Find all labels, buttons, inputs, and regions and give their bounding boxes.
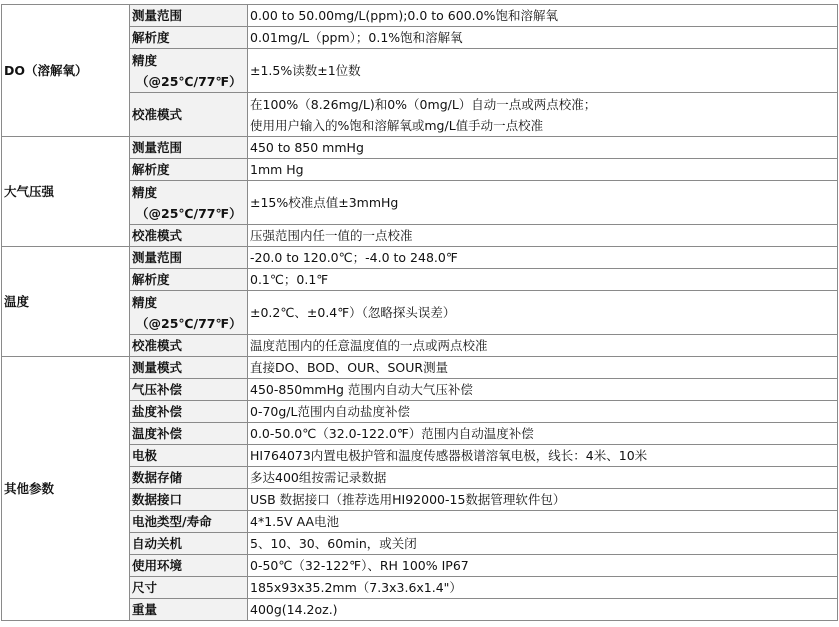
category-cell: 温度 (2, 247, 130, 357)
value-line: 在100%（8.26mg/L)和0%（0mg/L）自动一点或两点校准； (250, 96, 597, 112)
param-cell (130, 181, 248, 225)
param-label: 精度 (132, 52, 158, 68)
category-cell: 其他参数 (2, 357, 130, 621)
table-row (2, 137, 838, 159)
value-cell: 压强范围内任一值的一点校准 (248, 225, 838, 247)
param-cell: 测量范围 (130, 137, 248, 159)
category-cell: 大气压强 (2, 137, 130, 247)
param-label: 精度 (132, 294, 158, 310)
param-cell: 电极 (130, 445, 248, 467)
value-cell: 5、10、30、60min，或关闭 (248, 533, 838, 555)
value-cell: 0-50℃（32-122℉）、RH 100% IP67 (248, 555, 838, 577)
value-cell: 0.01mg/L（ppm）；0.1%饱和溶解氧 (248, 27, 838, 49)
param-cell: 温度补偿 (130, 423, 248, 445)
param-cell: 自动关机 (130, 533, 248, 555)
param-cell: 数据存储 (130, 467, 248, 489)
value-cell: 0.1℃；0.1℉ (248, 269, 838, 291)
param-cell: 使用环境 (130, 555, 248, 577)
table-row (2, 357, 838, 379)
param-cell: 气压补偿 (130, 379, 248, 401)
param-cell: 测量模式 (130, 357, 248, 379)
param-cell: 重量 (130, 599, 248, 621)
param-cell: 尺寸 (130, 577, 248, 599)
value-cell: 450-850mmHg 范围内自动大气压补偿 (248, 379, 838, 401)
param-cell (130, 49, 248, 93)
param-cell: 解析度 (130, 27, 248, 49)
param-cell: 盐度补偿 (130, 401, 248, 423)
value-cell: 多达400组按需记录数据 (248, 467, 838, 489)
param-cell: 校准模式 (130, 93, 248, 137)
category-cell: DO（溶解氧） (2, 5, 130, 137)
value-cell: 温度范围内的任意温度值的一点或两点校准 (248, 335, 838, 357)
param-cell: 解析度 (130, 159, 248, 181)
table-row (2, 247, 838, 269)
value-cell: 4*1.5V AA电池 (248, 511, 838, 533)
value-cell: 1mm Hg (248, 159, 838, 181)
value-cell: -20.0 to 120.0℃；-4.0 to 248.0℉ (248, 247, 838, 269)
value-cell: ±15%校准点值±3mmHg (248, 181, 838, 225)
value-cell (248, 93, 838, 137)
spec-table (1, 4, 838, 621)
value-cell: 0.0-50.0℃（32.0-122.0℉）范围内自动温度补偿 (248, 423, 838, 445)
param-condition: （@25℃/77℉） (136, 205, 242, 221)
value-cell: 0.00 to 50.00mg/L(ppm);0.0 to 600.0%饱和溶解氧 (248, 5, 838, 27)
param-cell: 电池类型/寿命 (130, 511, 248, 533)
param-cell: 测量范围 (130, 247, 248, 269)
param-label: 精度 (132, 184, 158, 200)
value-cell: USB 数据接口（推荐选用HI92000-15数据管理软件包） (248, 489, 838, 511)
value-cell: 450 to 850 mmHg (248, 137, 838, 159)
value-cell: ±1.5%读数±1位数 (248, 49, 838, 93)
param-cell: 校准模式 (130, 335, 248, 357)
param-cell: 数据接口 (130, 489, 248, 511)
param-cell (130, 291, 248, 335)
table-row (2, 5, 838, 27)
param-cell: 测量范围 (130, 5, 248, 27)
value-line: 使用用户输入的%饱和溶解氧或mg/L值手动一点校准 (250, 117, 544, 133)
value-cell: 185x93x35.2mm（7.3x3.6x1.4"） (248, 577, 838, 599)
value-cell: 直接DO、BOD、OUR、SOUR测量 (248, 357, 838, 379)
value-cell: 0-70g/L范围内自动盐度补偿 (248, 401, 838, 423)
param-cell: 解析度 (130, 269, 248, 291)
param-condition: （@25℃/77℉） (136, 315, 242, 331)
param-condition: （@25℃/77℉） (136, 73, 242, 89)
value-cell: ±0.2℃、±0.4℉）（忽略探头误差） (248, 291, 838, 335)
value-cell: 400g(14.2oz.) (248, 599, 838, 621)
value-cell: HI764073内置电极护管和温度传感器极谱溶氧电极，线长：4米、10米 (248, 445, 838, 467)
param-cell: 校准模式 (130, 225, 248, 247)
